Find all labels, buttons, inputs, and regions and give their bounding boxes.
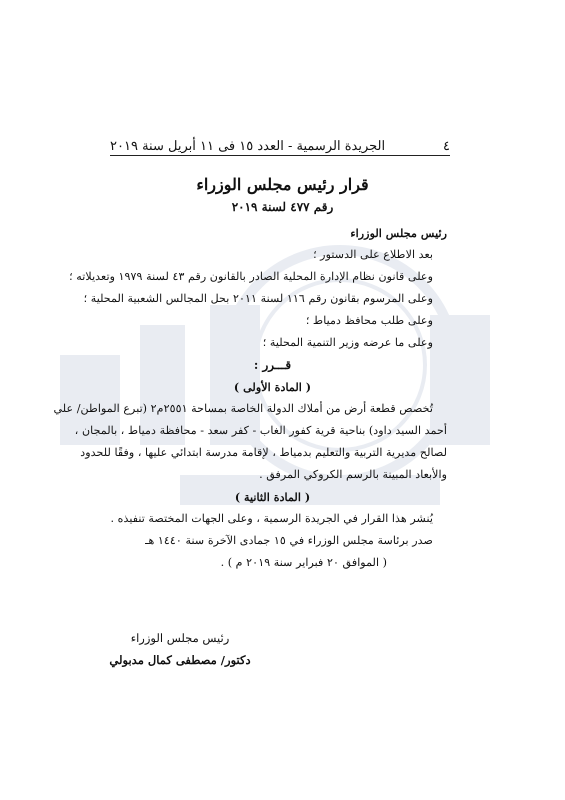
preamble-line: وعلى قانون نظام الإدارة المحلية الصادر بالقانون رقم ٤٣ لسنة ١٩٧٩ وتعديلاته ؛ <box>69 270 433 283</box>
signature-name: دكتور/ مصطفى كمال مدبولي <box>109 653 251 667</box>
decree-body <box>53 222 447 574</box>
article-1-line: والأبعاد المبينة بالرسم الكروكي المرفق . <box>259 468 447 481</box>
article-1-heading: ( المادة الأولى ) <box>233 380 312 394</box>
preamble-line: وعلى طلب محافظ دمياط ؛ <box>305 314 433 327</box>
preamble-line: وعلى المرسوم بقانون رقم ١١٦ لسنة ٢٠١١ بحل المجالس الشعبية المحلية ؛ <box>83 292 433 305</box>
issued-date-line: ( الموافق ٢٠ فبراير سنة ٢٠١٩ م ) . <box>220 556 387 569</box>
signature-block <box>100 627 260 671</box>
header-divider <box>110 155 450 156</box>
decided-heading: قـــرر : <box>253 358 292 372</box>
signature-title: رئيس مجلس الوزراء <box>130 631 230 645</box>
article-2-heading: ( المادة الثانية ) <box>234 490 311 504</box>
decree-title: قرار رئيس مجلس الوزراء <box>196 175 369 194</box>
page-number: ٤ <box>443 139 450 154</box>
gazette-issue-line: الجريدة الرسمية - العدد ١٥ فى ١١ أبريل سنة ٢٠١٩ <box>110 139 386 154</box>
article-1-line: تُخصص قطعة أرض من أملاك الدولة الخاصة بمساحة ٢٥٥١م٢ (تبرع المواطن/ علي <box>53 402 433 415</box>
decree-number: رقم ٤٧٧ لسنة ٢٠١٩ <box>231 200 334 214</box>
article-1-line: لصالح مديرية التربية والتعليم بدمياط ، لإقامة مدرسة ابتدائي عليها ، وفقًا للحدود <box>80 446 447 459</box>
issued-line: صدر برئاسة مجلس الوزراء في ١٥ جمادى الآخرة سنة ١٤٤٠ هـ <box>145 534 433 547</box>
article-2-text: يُنشر هذا القرار في الجريدة الرسمية ، وعلى الجهات المختصة تنفيذه . <box>110 512 433 525</box>
preamble-line: بعد الاطلاع على الدستور ؛ <box>313 248 433 261</box>
gazette-header <box>110 132 450 154</box>
article-1-line: أحمد السيد داود) بناحية قرية كفور الغاب - كفر سعد - محافظة دمياط ، بالمجان ، <box>74 424 447 437</box>
preamble-issuer: رئيس مجلس الوزراء <box>350 226 447 240</box>
preamble-line: وعلى ما عرضه وزير التنمية المحلية ؛ <box>262 336 433 349</box>
